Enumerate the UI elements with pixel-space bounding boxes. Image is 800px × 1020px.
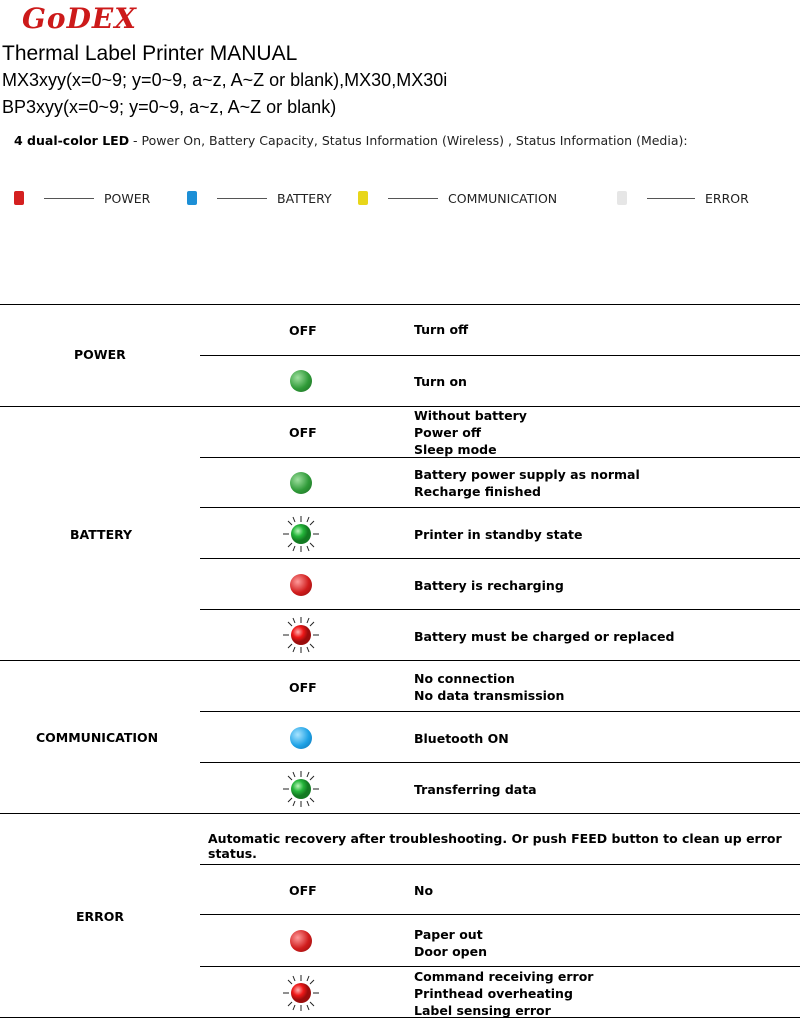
battery-off-desc (414, 407, 527, 458)
error-red-desc-line: Paper out (414, 927, 483, 942)
section-divider (0, 406, 800, 407)
row-divider (200, 914, 800, 915)
error-red-blink-desc-line: Command receiving error (414, 969, 594, 984)
legend-communication (358, 188, 557, 208)
error-recovery-note: Automatic recovery after troubleshooting. Or push FEED button to clean up error status. (208, 831, 782, 861)
error-red-desc-line: Door open (414, 944, 487, 959)
blue-led-icon (290, 727, 312, 749)
green-blinking-led-icon (281, 514, 321, 554)
green-led-icon (290, 472, 312, 494)
row-divider (200, 966, 800, 967)
communication-green-blink-desc: Transferring data (414, 782, 537, 797)
power-led-square-icon (14, 191, 24, 205)
red-blinking-led-icon (281, 615, 321, 655)
red-blinking-led-icon (281, 973, 321, 1013)
error-red-blink-desc (414, 968, 593, 1019)
row-divider (200, 762, 800, 763)
error-red-blink-desc-line: Label sensing error (414, 1003, 551, 1018)
led-intro-rest: - Power On, Battery Capacity, Status Information (Wireless) , Status Information (Media): (129, 133, 688, 148)
legend-battery-label: BATTERY (277, 190, 332, 206)
legend-communication-label: COMMUNICATION (448, 190, 558, 206)
communication-off-desc-line: No data transmission (414, 688, 565, 703)
section-error-label: ERROR (76, 909, 125, 924)
legend-error-label: ERROR (705, 190, 749, 206)
power-off-desc: Turn off (414, 322, 469, 337)
row-divider (200, 558, 800, 559)
communication-off-state: OFF (289, 680, 317, 695)
error-red-blink-desc-line: Printhead overheating (414, 986, 573, 1001)
row-divider (200, 609, 800, 610)
legend-battery (187, 188, 332, 208)
green-blinking-led-icon (281, 769, 321, 809)
battery-green-desc-line: Recharge finished (414, 484, 542, 499)
error-red-desc (414, 926, 487, 960)
communication-blue-desc: Bluetooth ON (414, 731, 509, 746)
battery-red-blink-desc: Battery must be charged or replaced (414, 629, 675, 644)
battery-off-desc-line: Without battery (414, 408, 527, 423)
manual-title: Thermal Label Printer MANUAL (2, 42, 298, 65)
battery-green-desc (414, 466, 640, 500)
power-off-state: OFF (289, 323, 317, 338)
battery-off-state: OFF (289, 425, 317, 440)
led-intro-bold: 4 dual-color LED (14, 133, 130, 148)
battery-led-square-icon (187, 191, 197, 205)
communication-off-desc-line: No connection (414, 671, 515, 686)
section-power-label: POWER (74, 347, 126, 362)
battery-green-blink-desc: Printer in standby state (414, 527, 583, 542)
communication-off-desc (414, 670, 564, 704)
table-top-line (0, 304, 800, 305)
power-on-desc: Turn on (414, 374, 467, 389)
table-bottom-line (0, 1017, 800, 1018)
section-divider (0, 813, 800, 814)
model-line-2: BP3xyy(x=0~9; y=0~9, a~z, A~Z or blank) (2, 97, 337, 117)
green-led-icon (290, 370, 312, 392)
battery-green-desc-line: Battery power supply as normal (414, 467, 640, 482)
error-off-state: OFF (289, 883, 317, 898)
row-divider (200, 864, 800, 865)
legend-error (617, 188, 749, 208)
model-line-1: MX3xyy(x=0~9; y=0~9, a~z, A~Z or blank),MX30,MX30i (2, 70, 448, 90)
legend-power-label: POWER (104, 190, 151, 206)
communication-led-square-icon (358, 191, 368, 205)
red-led-icon (290, 574, 312, 596)
battery-off-desc-line: Sleep mode (414, 442, 497, 457)
row-divider (200, 711, 800, 712)
section-battery-label: BATTERY (70, 527, 133, 542)
section-communication-label: COMMUNICATION (36, 730, 159, 745)
godex-logo: GoDEX (22, 2, 137, 35)
error-led-square-icon (617, 191, 627, 205)
row-divider (200, 507, 800, 508)
battery-off-desc-line: Power off (414, 425, 482, 440)
led-intro (14, 133, 688, 148)
red-led-icon (290, 930, 312, 952)
row-divider (200, 355, 800, 356)
section-divider (0, 660, 800, 661)
legend-power (14, 188, 150, 208)
battery-red-desc: Battery is recharging (414, 578, 564, 593)
error-off-desc: No (414, 883, 434, 898)
